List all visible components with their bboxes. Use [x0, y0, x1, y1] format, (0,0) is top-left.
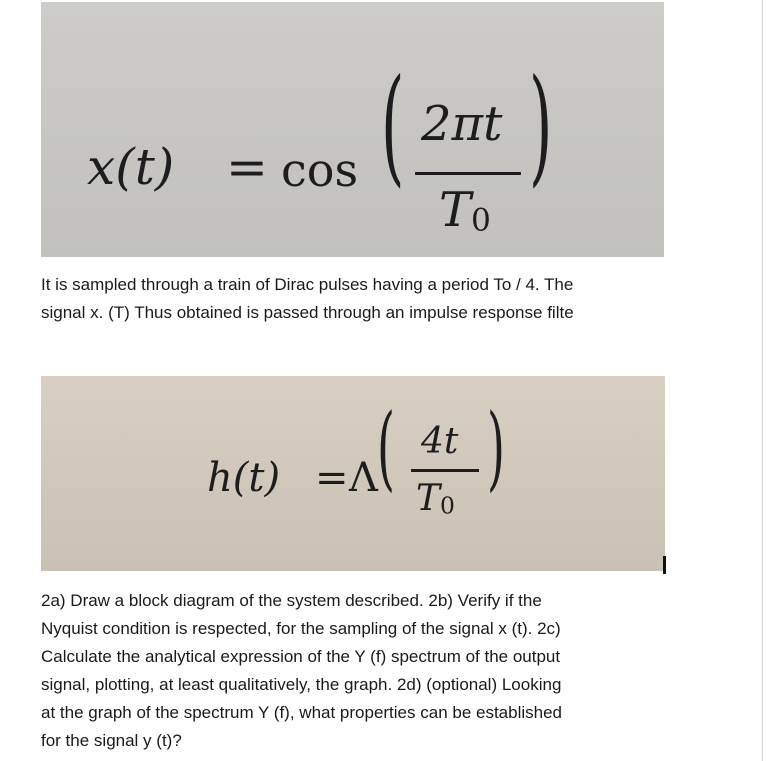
photo-edge-mark	[663, 556, 666, 574]
equation-x-denominator: $T_0$	[439, 182, 491, 239]
text-line: Calculate the analytical expression of the Y (f) spectrum of the output	[41, 647, 561, 666]
text-line: at the graph of the spectrum Y (f), what properties can be established	[41, 703, 563, 722]
equation-h-fraction-bar	[411, 469, 479, 472]
equation-h-function: Λ	[349, 455, 378, 501]
equation-h-lhs: h(t)	[207, 455, 281, 501]
equation-photo-h	[41, 376, 665, 571]
equation-x-left-paren: (	[381, 53, 405, 201]
equation-x-right-paren: )	[529, 53, 553, 201]
text-line: It is sampled through a train of Dirac pulses having a period To / 4. The	[41, 275, 574, 294]
equation-x-lhs: x(t)	[87, 138, 175, 196]
equation-h-numerator: 4t	[421, 421, 459, 462]
equation-h-right-paren: )	[487, 393, 505, 501]
text-line: Nyquist condition is respected, for the sampling of the signal x (t). 2c)	[41, 619, 561, 638]
equation-h-denominator: $T_0$	[416, 478, 455, 520]
page-right-border	[762, 0, 763, 761]
text-line: 2a) Draw a block diagram of the system described. 2b) Verify if the	[41, 591, 542, 610]
equation-h-left-paren: (	[377, 393, 395, 501]
text-line: signal, plotting, at least qualitatively, the graph. 2d) (optional) Looking	[41, 675, 562, 694]
equation-x-numerator: 2πt	[421, 96, 503, 152]
equation-h-equals: =	[315, 455, 349, 501]
text-line: signal x. (T) Thus obtained is passed through an impulse response filte	[41, 303, 574, 322]
equation-x-fraction-bar	[415, 172, 521, 175]
paragraph-questions	[41, 587, 562, 755]
equation-photo-x	[41, 2, 664, 257]
equation-x-function: cos	[281, 143, 359, 197]
paragraph-sampling-description	[41, 271, 574, 327]
equation-x-equals: =	[226, 138, 268, 196]
text-line: for the signal y (t)?	[41, 731, 182, 750]
